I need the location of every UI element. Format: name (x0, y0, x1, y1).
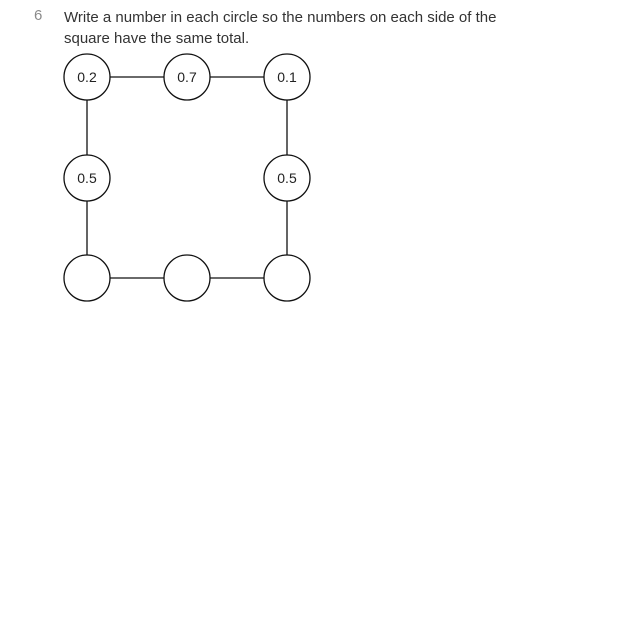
circle-top-middle-value: 0.7 (177, 69, 197, 85)
circle-middle-left[interactable] (64, 155, 110, 201)
circle-top-right-value: 0.1 (277, 69, 297, 85)
circle-top-middle[interactable] (164, 54, 210, 100)
question-number: 6 (34, 7, 43, 24)
circle-middle-left-value: 0.5 (77, 170, 97, 186)
circle-middle-right-value: 0.5 (277, 170, 297, 186)
circle-bottom-left[interactable] (64, 255, 110, 301)
circle-top-left-value: 0.2 (77, 69, 97, 85)
circle-top-left[interactable] (64, 54, 110, 100)
question-text: Write a number in each circle so the numbers on each side of the square have the same total. (64, 9, 497, 47)
circle-middle-right[interactable] (264, 155, 310, 201)
circle-top-right[interactable] (264, 54, 310, 100)
circle-bottom-right[interactable] (264, 255, 310, 301)
circle-bottom-middle[interactable] (164, 255, 210, 301)
